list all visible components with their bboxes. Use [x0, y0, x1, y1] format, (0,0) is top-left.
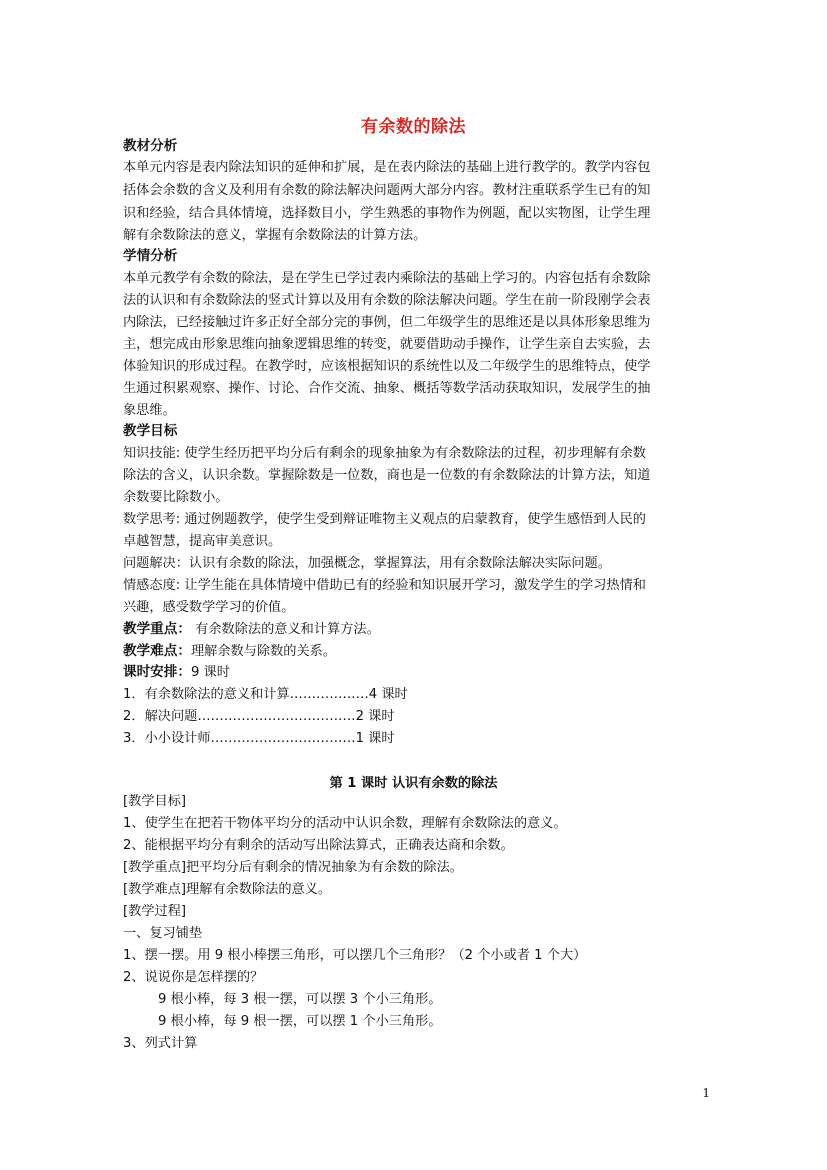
body-line: [123, 597, 705, 618]
bold-label: 教材分析: [123, 138, 178, 154]
body-line: [123, 443, 705, 464]
lesson-line: [教学目标]: [123, 794, 187, 809]
body-line: [123, 619, 705, 640]
line-text: 2．解决问题………………………………2 课时: [123, 709, 395, 724]
body-line: [123, 203, 705, 224]
bold-label: 教学难点：: [123, 643, 191, 659]
lesson-line: [教学重点]把平均分后有剩余的情况抽象为有余数的除法。: [123, 860, 463, 875]
line-text: 理解余数与除数的关系。: [190, 644, 337, 659]
body-line: [123, 290, 705, 311]
lesson-line: 1、摆一摆。用 9 根小棒摆三角形，可以摆几个三角形？（2 个小或者 1 个大）: [123, 948, 587, 963]
bold-label: 学情分析: [123, 248, 178, 264]
body-line: [123, 378, 705, 399]
line-text: 除法的含义，认识余数。掌握除数是一位数，商也是一位数的有余数除法的计算方法，知道: [123, 468, 651, 483]
document-title: 有余数的除法: [361, 117, 466, 137]
body-line: [123, 356, 705, 377]
bold-label: 课时安排：: [123, 664, 191, 680]
lesson-line: 1、使学生在把若干物体平均分的活动中认识余数，理解有余数除法的意义。: [123, 816, 567, 831]
body-line: [123, 531, 705, 552]
lesson-line: 3、列式计算: [123, 1036, 198, 1051]
body-line: [123, 225, 705, 246]
lesson-line: 9 根小棒，每 9 根一摆，可以摆 1 个小三角形。: [158, 1014, 442, 1029]
body-line: [123, 509, 705, 530]
line-text: 本单元内容是表内除法知识的延伸和扩展，是在表内除法的基础上进行教学的。教学内容包: [123, 160, 651, 175]
body-line: [123, 728, 705, 749]
body-line: [123, 268, 705, 289]
line-text: 法的认识和有余数除法的竖式计算以及用有余数的除法解决问题。学生在前一阶段刚学会表: [123, 293, 651, 308]
page-number: 1: [702, 1086, 710, 1100]
line-text: 知识技能: 使学生经历把平均分后有剩余的现象抽象为有余数除法的过程，初步理解有余数: [123, 446, 646, 461]
body-line: [123, 706, 705, 727]
lesson-line: [教学难点]理解有余数除法的意义。: [123, 882, 332, 897]
body-line: [123, 180, 705, 201]
body-line: [123, 312, 705, 333]
lesson-line: 2、能根据平均分有剩余的活动写出除法算式，正确表达商和余数。: [123, 838, 514, 853]
lesson-heading: 第 1 课时 认识有余数的除法: [329, 776, 498, 791]
line-text: 数学思考: 通过例题教学，使学生受到辩证唯物主义观点的启蒙教育，使学生感悟到人民的: [123, 512, 646, 527]
line-text: 识和经验，结合具体情境，选择数目小，学生熟悉的事物作为例题，配以实物图，让学生理: [123, 206, 651, 221]
line-text: 象思维。: [123, 403, 176, 418]
lesson-line: 一、复习铺垫: [123, 926, 203, 941]
bold-label: 教学重点：: [123, 621, 191, 637]
body-line: [123, 684, 705, 705]
line-text: 括体会余数的含义及利用有余数的除法解决问题两大部分内容。教材注重联系学生已有的知: [123, 183, 651, 198]
line-text: 兴趣，感受数学学习的价值。: [123, 600, 295, 615]
line-text: 情感态度: 让学生能在具体情境中借助已有的经验和知识展开学习，激发学生的学习热情和: [123, 578, 646, 593]
line-text: 1．有余数除法的意义和计算………………4 课时: [123, 687, 408, 702]
section-heading: [123, 246, 705, 267]
body-line: [123, 553, 705, 574]
lesson-line: 2、说说你是怎样摆的？: [123, 970, 264, 985]
lesson-line: [教学过程]: [123, 904, 187, 919]
line-text: 有余数除法的意义和计算方法。: [190, 622, 380, 637]
line-text: 内除法，已经接触过许多正好全部分完的事例，但二年级学生的思维还是以具体形象思维为: [123, 315, 651, 330]
body-line: [123, 641, 705, 662]
line-text: 9 课时: [190, 665, 230, 680]
section-heading: [123, 136, 705, 157]
bold-label: 教学目标: [123, 423, 178, 439]
body-line: [123, 400, 705, 421]
line-text: 卓越智慧，提高审美意识。: [123, 534, 282, 549]
body-line: [123, 662, 705, 683]
line-text: 主，想完成由形象思维向抽象逻辑思维的转变，就要借助动手操作，让学生亲自去实验，去: [123, 337, 651, 352]
line-text: 生通过积累观察、操作、讨论、合作交流、抽象、概括等数学活动获取知识，发展学生的抽: [123, 381, 651, 396]
line-text: 3．小小设计师……………………………1 课时: [123, 731, 395, 746]
line-text: 问题解决：认识有余数的除法，加强概念，掌握算法，用有余数除法解决实际问题。: [123, 556, 611, 571]
line-text: 余数要比除数小。: [123, 490, 229, 505]
section-heading: [123, 421, 705, 442]
line-text: 体验知识的形成过程。在教学时，应该根据知识的系统性以及二年级学生的思维特点，使学: [123, 359, 651, 374]
lesson-line: 9 根小棒，每 3 根一摆，可以摆 3 个小三角形。: [158, 992, 442, 1007]
body-line: [123, 157, 705, 178]
body-line: [123, 575, 705, 596]
line-text: 解有余数除法的意义，掌握有余数除法的计算方法。: [123, 228, 427, 243]
body-line: [123, 487, 705, 508]
body-line: [123, 465, 705, 486]
line-text: 本单元教学有余数的除法，是在学生已学过表内乘除法的基础上学习的。内容包括有余数除: [123, 271, 651, 286]
body-line: [123, 334, 705, 355]
